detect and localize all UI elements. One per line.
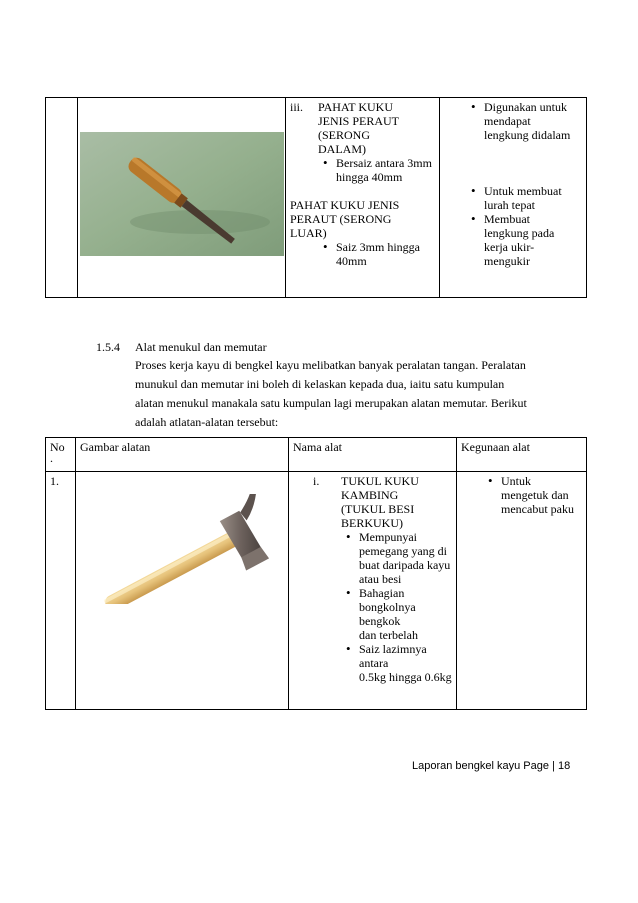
roman-numeral: iii.	[290, 100, 304, 114]
section-heading: Alat menukul dan memutar	[135, 340, 267, 354]
usage-list	[483, 474, 582, 516]
tool-title: TUKUL KUKU KAMBING (TUKUL BESI BERKUKU)	[341, 474, 419, 530]
usage-cell	[457, 472, 587, 710]
usage-item: • Membuat lengkung pada kerja ukir- mengukir	[484, 212, 582, 268]
section-paragraph: Proses kerja kayu di bengkel kayu melibatkan banyak peralatan tangan. Peralatan munukul dan memutar ini boleh di kelaskan kepada dua, iaitu satu kumpulan alatan menukul manakala satu kumpulan lagi merupakan alatan memutar. Berikut adalah atlatan-alatan tersebut:	[135, 358, 527, 429]
number-cell	[46, 98, 78, 298]
tool-spec-list-2	[318, 240, 435, 268]
header-gambar: Gambar alatan	[76, 438, 289, 472]
page-footer: Laporan bengkel kayu Page | 18	[412, 760, 571, 772]
tool-spec-list	[341, 530, 452, 684]
hammer-photo	[86, 494, 286, 604]
usage-item: • Untuk membuat lurah tepat	[484, 184, 582, 212]
usage-item: • Untuk mengetuk dan mencabut paku	[501, 474, 582, 516]
section-number: 1.5.4	[96, 340, 120, 354]
header-nama: Nama alat	[289, 438, 457, 472]
usage-list-2	[466, 184, 582, 268]
image-cell	[78, 98, 286, 298]
tool-title-2: PAHAT KUKU JENIS PERAUT (SERONG LUAR)	[290, 198, 400, 240]
tool-spec: • Mempunyai pemegang yang di buat daripada kayu atau besi	[359, 530, 452, 586]
tool-name-cell	[289, 472, 457, 710]
row-number-cell: 1.	[46, 472, 76, 710]
usage-item: • Digunakan untuk mendapat lengkung didalam	[484, 100, 582, 142]
tool-spec: • Saiz lazimnya antara 0.5kg hingga 0.6kg	[359, 642, 452, 684]
tool-spec-list	[318, 156, 435, 184]
header-kegunaan: Kegunaan alat	[457, 438, 587, 472]
header-no: No .	[46, 438, 76, 472]
chisel-photo	[80, 132, 284, 256]
tool-spec: • Bersaiz antara 3mm hingga 40mm	[336, 156, 435, 184]
image-cell	[76, 472, 289, 710]
usage-list	[466, 100, 582, 142]
tools-table-top	[45, 97, 587, 298]
table-header-row	[46, 438, 587, 472]
tool-spec: • Saiz 3mm hingga 40mm	[336, 240, 435, 268]
tools-table-hammer	[45, 437, 587, 710]
tool-spec: • Bahagian bongkolnya bengkok dan terbelah	[359, 586, 452, 642]
table-row	[46, 472, 587, 710]
usage-cell	[440, 98, 587, 298]
tool-name-cell	[286, 98, 440, 298]
roman-numeral: i.	[313, 474, 320, 488]
tool-title: PAHAT KUKU JENIS PERAUT (SERONG DALAM)	[318, 100, 400, 156]
